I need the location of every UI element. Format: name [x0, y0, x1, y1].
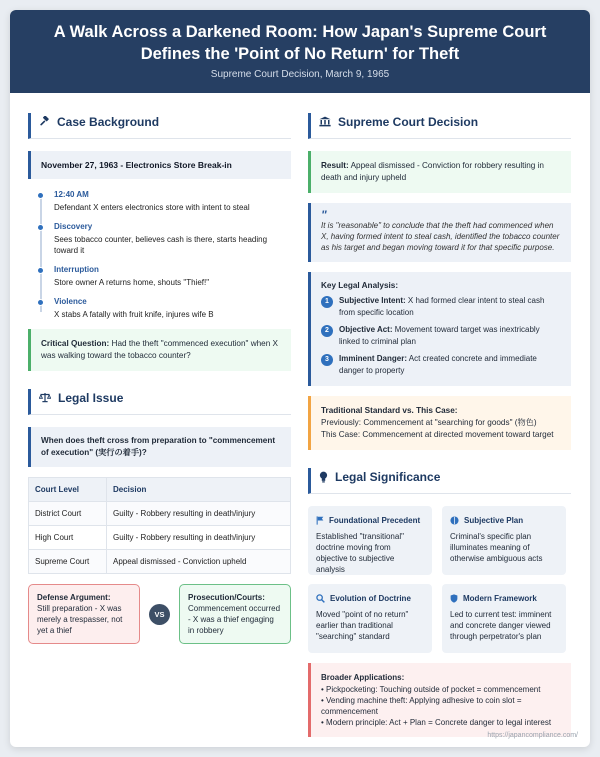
broader-title: Broader Applications: — [321, 673, 405, 682]
page-subtitle: Supreme Court Decision, March 9, 1965 — [210, 69, 390, 80]
vs-badge: VS — [149, 604, 170, 625]
analysis-title: Key Legal Analysis: — [321, 281, 399, 290]
courthouse-icon — [319, 116, 331, 127]
table-row — [29, 502, 291, 526]
table-cell: High Court — [29, 526, 107, 550]
card-title: Evolution of Doctrine — [330, 594, 411, 603]
critical-question — [28, 329, 291, 371]
card-header — [450, 515, 558, 526]
court-quote — [308, 203, 571, 262]
shield-icon — [450, 594, 458, 603]
broader-applications — [308, 663, 571, 737]
left-column — [28, 113, 291, 644]
gavel-icon — [39, 116, 50, 127]
analysis-item — [321, 295, 561, 318]
card-header — [316, 593, 424, 604]
page-card — [10, 10, 590, 747]
legal-question: When does theft cross from preparation to "commencement of execution" (実行の着手)? — [28, 427, 291, 467]
timeline-dot — [37, 267, 44, 274]
table-header-row — [29, 478, 291, 502]
result-text: Appeal dismissed - Conviction for robbery resulting in death and injury upheld — [321, 161, 544, 182]
court-decisions-table — [28, 477, 291, 574]
standard-previous: Previously: Commencement at "searching for goods" (物色) — [321, 418, 537, 427]
significance-card — [442, 506, 566, 575]
page-title: A Walk Across a Darkened Room: How Japan's Supreme Court Defines the 'Point of No Return' for Theft — [53, 23, 547, 63]
timeline-dot — [37, 299, 44, 306]
prosecution-text: Commencement occurred - X was a thief engaging in robbery — [188, 604, 281, 635]
right-column — [308, 113, 571, 737]
timeline-item — [54, 297, 291, 320]
timeline-head: Interruption — [54, 265, 99, 274]
analysis-text: Act created concrete and immediate danger to property — [339, 354, 537, 375]
standard-title: Traditional Standard vs. This Case: — [321, 406, 458, 415]
timeline-item — [54, 190, 291, 213]
timeline-dot — [37, 192, 44, 199]
significance-card — [308, 584, 432, 653]
number-badge: 3 — [321, 354, 333, 366]
analysis-item — [321, 324, 561, 347]
quote-text: It is "reasonable" to conclude that the theft had commenced when X, having formed intent to steal cash, identified the tobacco counter as his target and began moving toward it for that specific purpose. — [321, 221, 560, 252]
timeline-head: Discovery — [54, 222, 93, 231]
timeline — [38, 190, 291, 320]
prosecution-label: Prosecution/Courts: — [188, 593, 265, 602]
card-header — [316, 515, 424, 526]
table-row — [29, 550, 291, 574]
search-icon — [316, 594, 325, 603]
decision-result — [308, 151, 571, 193]
analysis-text: Movement toward target was inextricably linked to criminal plan — [339, 325, 540, 346]
timeline-text: X stabs A fatally with fruit knife, injures wife B — [54, 310, 214, 319]
card-text: Established "transitional" doctrine moving from objective to subjective analysis — [316, 532, 404, 574]
table-cell: District Court — [29, 502, 107, 526]
column-header: Court Level — [29, 478, 107, 502]
timeline-item — [54, 222, 291, 256]
section-legal-issue — [28, 389, 291, 415]
prosecution-argument — [179, 584, 291, 644]
section-title: Legal Issue — [58, 390, 124, 405]
section-title: Case Background — [57, 114, 160, 129]
list-item: • Vending machine theft: Applying adhesive to coin slot = commencement — [321, 696, 522, 716]
footer-url[interactable]: https://japancompliance.com/ — [487, 732, 578, 739]
significance-card — [308, 506, 432, 575]
card-text: Led to current test: imminent and concrete danger viewed through perpetrator's plan — [450, 610, 552, 641]
card-text: Moved "point of no return" earlier than traditional "searching" standard — [316, 610, 409, 641]
result-label: Result: — [321, 161, 349, 170]
table-cell: Supreme Court — [29, 550, 107, 574]
flag-icon — [316, 516, 324, 525]
timeline-item — [54, 265, 291, 288]
section-title: Legal Significance — [335, 469, 441, 484]
table-cell: Appeal dismissed - Conviction upheld — [107, 550, 291, 574]
section-decision — [308, 113, 571, 139]
lightbulb-icon — [319, 471, 328, 483]
analysis-item — [321, 353, 561, 376]
timeline-head: Violence — [54, 297, 87, 306]
section-case-background — [28, 113, 291, 139]
analysis-label: Objective Act: — [339, 325, 393, 334]
significance-grid — [308, 506, 571, 653]
brain-icon — [450, 516, 459, 525]
column-header: Decision — [107, 478, 291, 502]
standard-this-case: This Case: Commencement at directed movement toward target — [321, 430, 554, 439]
list-item: • Pickpocketing: Touching outside of pocket = commencement — [321, 685, 541, 694]
table-row — [29, 526, 291, 550]
critical-text: Had the theft "commenced execution" when X was walking toward the tobacco counter? — [41, 339, 279, 360]
timeline-text: Sees tobacco counter, believes cash is there, starts heading toward it — [54, 235, 268, 255]
card-header — [450, 593, 558, 604]
key-legal-analysis — [308, 272, 571, 386]
defense-text: Still preparation - X was merely a trespasser, not yet a thief — [37, 604, 123, 635]
defense-label: Defense Argument: — [37, 593, 111, 602]
significance-card — [442, 584, 566, 653]
timeline-text: Defendant X enters electronics store with intent to steal — [54, 203, 250, 212]
card-text: Criminal's specific plan illuminates meaning of otherwise ambiguous acts — [450, 532, 543, 563]
table-cell: Guilty - Robbery resulting in death/injury — [107, 526, 291, 550]
quote-mark: " — [321, 208, 327, 222]
timeline-dot — [37, 224, 44, 231]
number-badge: 2 — [321, 325, 333, 337]
scale-icon — [39, 392, 51, 403]
table-cell: Guilty - Robbery resulting in death/injury — [107, 502, 291, 526]
analysis-label: Subjective Intent: — [339, 296, 406, 305]
section-significance — [308, 468, 571, 494]
card-title: Foundational Precedent — [329, 516, 421, 525]
card-title: Subjective Plan — [464, 516, 524, 525]
incident-date: November 27, 1963 - Electronics Store Break-in — [28, 151, 291, 179]
page-header — [10, 10, 590, 93]
list-item: • Modern principle: Act + Plan = Concrete danger to legal interest — [321, 718, 552, 727]
analysis-text: X had formed clear intent to steal cash from specific location — [339, 296, 545, 317]
number-badge: 1 — [321, 296, 333, 308]
section-title: Supreme Court Decision — [338, 114, 479, 129]
standard-comparison — [308, 396, 571, 450]
analysis-label: Imminent Danger: — [339, 354, 408, 363]
defense-argument — [28, 584, 140, 644]
timeline-head: 12:40 AM — [54, 190, 89, 199]
arguments-comparison — [28, 584, 291, 644]
critical-label: Critical Question: — [41, 339, 110, 348]
timeline-text: Store owner A returns home, shouts "Thief!" — [54, 278, 210, 287]
card-title: Modern Framework — [463, 594, 537, 603]
